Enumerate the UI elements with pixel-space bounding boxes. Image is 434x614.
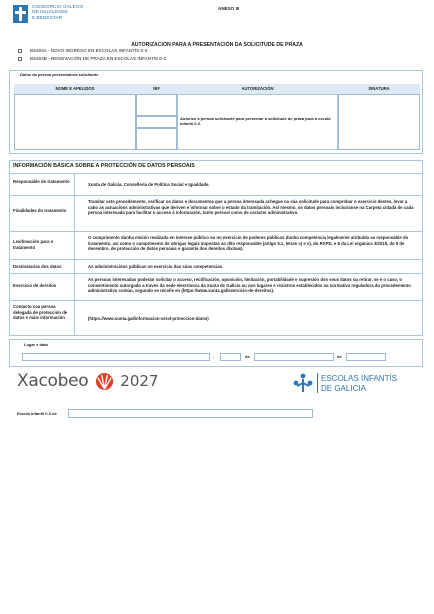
col-nif-header: NIF xyxy=(136,84,177,94)
privacy-row-responsible xyxy=(9,173,423,196)
privacy-row-contact xyxy=(9,300,423,337)
day-field[interactable] xyxy=(220,353,241,361)
xacobeo-year: 2027 xyxy=(120,372,159,390)
escolas-line-1: ESCOLAS INFANTÍS xyxy=(321,374,398,383)
privacy-row-recipients xyxy=(9,259,423,274)
name-field[interactable] xyxy=(14,94,136,150)
privacy-value: Tramitar este procedemento, verificar os datos e documentos que a persoa interesada achegue na súa solicitude para comprobar o exercicio destes, levar a cabo as actuacións administrativas que deriven e informar sobre o estado da tramitación. Así mesmo, os datos persoais incluiranse na Carpeta cidadá de cada persoa interesada para facilitar o acceso á información, tanto persoal como de carácter administrativo. xyxy=(88,199,414,216)
privacy-label: Finalidades do tratamento xyxy=(13,208,67,213)
privacy-label: Responsable do tratamento xyxy=(13,179,70,184)
logo-line-2: DE IGUALDADE xyxy=(32,10,68,16)
privacy-label: Exercicio de dereitos xyxy=(13,283,57,288)
privacy-value: As administracións públicas no exercicio das súas competencias. xyxy=(88,264,224,269)
privacy-row-legitimation xyxy=(9,231,423,260)
privacy-link[interactable]: (https://www.xunta.gal/informacion-xeral-proteccion-datos) xyxy=(88,316,209,321)
privacy-value: Xunta de Galicia. Consellería de Política Social e Igualdade. xyxy=(88,182,210,187)
form-title: AUTORIZACIÓN PARA A PRESENTACIÓN DA SOLICITUDE DE PRAZA xyxy=(131,42,303,48)
applicant-section-label: Datos da persoa presentadora solicitante xyxy=(20,72,99,77)
school-field[interactable] xyxy=(68,409,313,418)
logo-line-1: CONSORCIO GALEGO xyxy=(32,5,84,10)
auth-text: Autorizo a persoa solicitante para presentar a solicitude de praza para a escola infantil 0-3. xyxy=(180,116,331,126)
privacy-value: O cumprimento dunha misión realizada en interese público ou no exercicio de poderes públicos dunha competencia legalmente atribuída ao responsable do tratamento, así como o cumprimento de obrigas legais impostas ao dito responsable (artigo 6.1, letras c) e e), do RXPD, e 8 da Lei orgánica 3/2018, do 5 de decembro, de protección de datos persoais e garantía dos dereitos dixitais). xyxy=(88,235,409,252)
xacobeo-text: Xacobeo xyxy=(17,371,89,391)
col-auth-header: AUTORIZACIÓN xyxy=(177,84,338,94)
privacy-title: INFORMACIÓN BÁSICA SOBRE A PROTECCIÓN DE DATOS PERSOAIS xyxy=(13,163,195,169)
comma-separator: , xyxy=(213,354,215,359)
col-sign-header: SINATURA xyxy=(338,84,420,94)
year-field[interactable] xyxy=(346,353,386,361)
consorcio-logo xyxy=(13,5,103,23)
checkbox-bs404b[interactable] xyxy=(18,57,22,61)
checkbox-bs404a[interactable] xyxy=(18,49,22,53)
de-label-2: de xyxy=(337,354,342,359)
de-label-1: de xyxy=(245,354,250,359)
option-bs404a: BS404A - NOVO INGRESO EN ESCOLAS INFANTÍS 0-3 xyxy=(30,48,148,53)
school-label: Escola infantil 0-3 de xyxy=(17,411,57,416)
privacy-row-purposes xyxy=(9,195,423,232)
logo-line-3: E BENESTAR xyxy=(32,15,63,21)
nif-field-3[interactable] xyxy=(136,128,177,150)
privacy-label: Contacto coa persoa delegada de protección de datos e máis información xyxy=(13,304,68,321)
consorcio-emblem-icon xyxy=(13,5,28,23)
col-name-header: NOME E APELIDOS xyxy=(14,84,136,94)
escolas-infantis-logo xyxy=(292,372,422,394)
place-field[interactable] xyxy=(22,353,210,361)
option-bs404b: BS404B - RENOVACIÓN DE PRAZA EN ESCOLAS INFANTÍS 0-3 xyxy=(30,56,166,61)
privacy-label: Destinatarias dos datos xyxy=(13,264,62,269)
privacy-value: As persoas interesadas poderán solicitar o acceso, rectificación, oposición, limitación, portabilidade e supresión dos seus datos ou retirar, se é o caso, o consentimento outorgado a través da sede electrónica da Xunta de Galicia ou nos lugares e rexistros establecidos na normativa reguladora do procedemento administrativo común, segundo se recolle en (https://www.xunta.gal/exercicio-de-dereitos). xyxy=(88,277,411,294)
xacobeo-logo xyxy=(17,371,158,393)
logo-divider xyxy=(317,373,318,393)
nif-field-1[interactable] xyxy=(136,94,177,116)
month-field[interactable] xyxy=(254,353,334,361)
escolas-emblem-icon xyxy=(292,372,314,394)
escolas-line-2: DE GALICIA xyxy=(321,383,366,393)
scallop-shell-icon xyxy=(95,372,114,391)
place-date-label: Lugar e data xyxy=(24,342,48,347)
privacy-label: Lexitimación para o tratamento xyxy=(13,239,54,250)
annex-label: ANEXO III xyxy=(218,6,240,11)
signature-field[interactable] xyxy=(338,94,420,150)
privacy-row-rights xyxy=(9,273,423,301)
nif-field-2[interactable] xyxy=(136,116,177,128)
